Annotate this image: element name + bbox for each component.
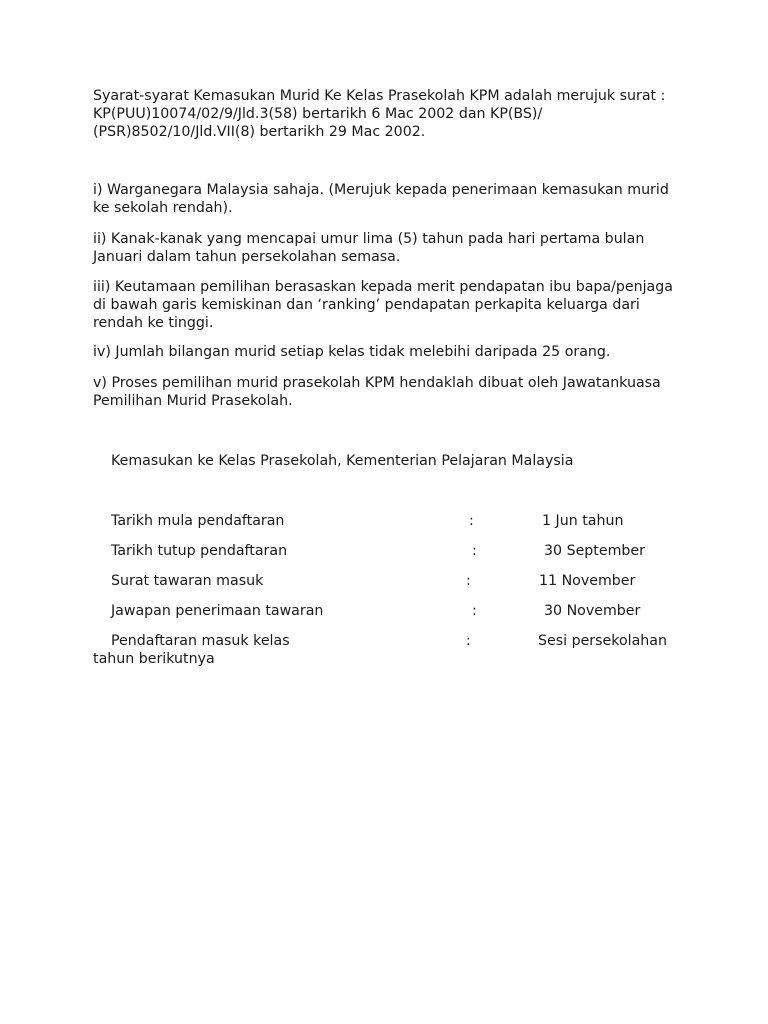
schedule-row xyxy=(93,632,693,650)
schedule-value: 30 September xyxy=(544,543,645,559)
schedule-colon: : xyxy=(466,633,471,649)
schedule-colon: : xyxy=(469,513,474,529)
schedule-value: 30 November xyxy=(544,603,641,619)
schedule-colon: : xyxy=(472,603,477,619)
schedule-row xyxy=(93,572,693,590)
schedule-value-continuation: tahun berikutnya xyxy=(93,651,215,667)
condition-item: iii) Keutamaan pemilihan berasaskan kepada merit pendapatan ibu bapa/penjaga di bawah garis kemiskinan dan ‘ranking’ pendapatan perkapita keluarga dari rendah ke tinggi. xyxy=(93,279,673,331)
intro-paragraph: Syarat-syarat Kemasukan Murid Ke Kelas Prasekolah KPM adalah merujuk surat : KP(PUU)10074/02/9/Jld.3(58) bertarikh 6 Mac 2002 dan KP(BS)/ (PSR)8502/10/Jld.VII(8) bertarikh 29 Mac 2002. xyxy=(93,88,666,140)
schedule-label: Tarikh tutup pendaftaran xyxy=(111,543,288,559)
schedule-value: 11 November xyxy=(539,573,636,589)
schedule-value: Sesi persekolahan xyxy=(538,633,667,649)
schedule-label: Surat tawaran masuk xyxy=(111,573,264,589)
schedule-colon: : xyxy=(466,573,471,589)
schedule-row xyxy=(93,542,693,560)
schedule-row xyxy=(93,602,693,620)
condition-item: ii) Kanak-kanak yang mencapai umur lima (5) tahun pada hari pertama bulan Januari dalam tahun persekolahan semasa. xyxy=(93,231,645,265)
condition-item: v) Proses pemilihan murid prasekolah KPM hendaklah dibuat oleh Jawatankuasa Pemilihan Murid Prasekolah. xyxy=(93,375,661,409)
condition-item: iv) Jumlah bilangan murid setiap kelas tidak melebihi daripada 25 orang. xyxy=(93,344,611,360)
schedule-colon: : xyxy=(472,543,477,559)
schedule-row xyxy=(93,512,693,530)
schedule-heading: Kemasukan ke Kelas Prasekolah, Kementerian Pelajaran Malaysia xyxy=(111,453,574,469)
schedule-label: Tarikh mula pendaftaran xyxy=(111,513,285,529)
schedule-label: Pendaftaran masuk kelas xyxy=(111,633,290,649)
schedule-value: 1 Jun tahun xyxy=(542,513,624,529)
schedule-label: Jawapan penerimaan tawaran xyxy=(111,603,324,619)
condition-item: i) Warganegara Malaysia sahaja. (Merujuk kepada penerimaan kemasukan murid ke sekolah rendah). xyxy=(93,182,669,216)
